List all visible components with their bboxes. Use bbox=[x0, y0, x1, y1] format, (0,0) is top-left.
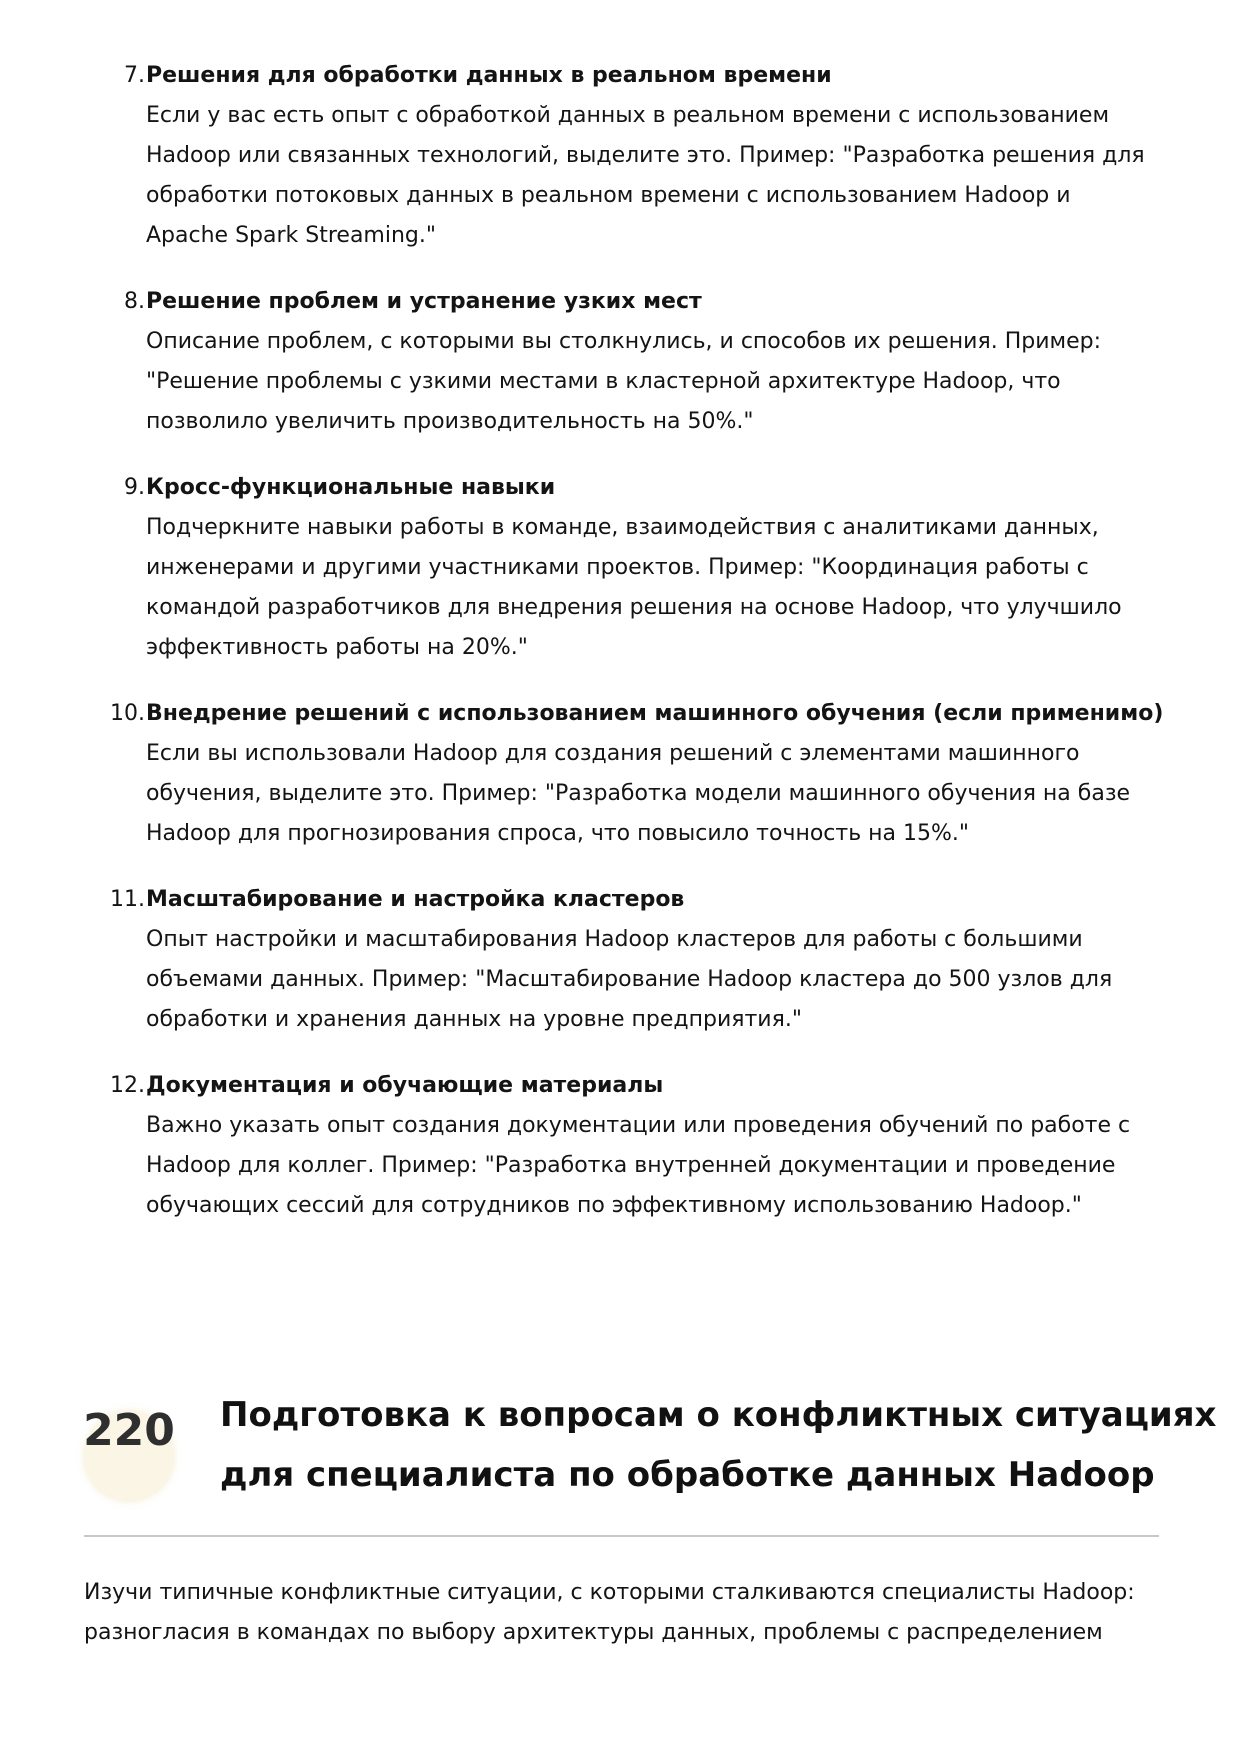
section-title-line: Подготовка к вопросам о конфликтных ситуациях bbox=[220, 1395, 1217, 1435]
list-item bbox=[0, 1066, 1239, 1226]
item-title: Внедрение решений с использованием машинного обучения (если применимо) bbox=[146, 701, 1164, 726]
section-title bbox=[220, 1385, 1217, 1505]
item-body-line: Важно указать опыт создания документации или проведения обучений по работе с bbox=[146, 1113, 1131, 1138]
item-body-line: Hadoop для коллег. Пример: "Разработка внутренней документации и проведение bbox=[146, 1153, 1116, 1178]
item-body-line: Если у вас есть опыт с обработкой данных в реальном времени с использованием bbox=[146, 103, 1110, 128]
list-item bbox=[0, 56, 1239, 256]
list-item bbox=[0, 468, 1239, 668]
item-body-line: Hadoop или связанных технологий, выделите это. Пример: "Разработка решения для bbox=[146, 143, 1145, 168]
item-number: 8. bbox=[124, 289, 145, 314]
item-body-line: позволило увеличить производительность на 50%." bbox=[146, 409, 754, 434]
section-heading bbox=[83, 1385, 1217, 1537]
tips-list bbox=[0, 56, 1239, 1252]
item-title: Решение проблем и устранение узких мест bbox=[146, 289, 702, 314]
item-body-line: эффективность работы на 20%." bbox=[146, 635, 528, 660]
section-intro-paragraph bbox=[84, 1573, 1164, 1653]
item-body-line: Если вы использовали Hadoop для создания решений с элементами машинного bbox=[146, 741, 1080, 766]
item-body-line: обучения, выделите это. Пример: "Разработка модели машинного обучения на базе bbox=[146, 781, 1131, 806]
list-item bbox=[0, 880, 1239, 1040]
item-body-line: командой разработчиков для внедрения решения на основе Hadoop, что улучшило bbox=[146, 595, 1122, 620]
item-number: 11. bbox=[110, 887, 145, 912]
item-title: Масштабирование и настройка кластеров bbox=[146, 887, 685, 912]
list-item bbox=[0, 282, 1239, 442]
item-number: 9. bbox=[124, 475, 145, 500]
item-body bbox=[146, 920, 1146, 1040]
intro-line: разногласия в командах по выбору архитектуры данных, проблемы с распределением bbox=[84, 1620, 1103, 1645]
item-body bbox=[146, 1106, 1146, 1226]
item-body-line: Apache Spark Streaming." bbox=[146, 223, 436, 248]
item-body-line: обработки и хранения данных на уровне предприятия." bbox=[146, 1007, 802, 1032]
item-title: Кросс-функциональные навыки bbox=[146, 475, 556, 500]
item-body-line: инженерами и другими участниками проектов. Пример: "Координация работы с bbox=[146, 555, 1089, 580]
item-body-line: обучающих сессий для сотрудников по эффективному использованию Hadoop." bbox=[146, 1193, 1082, 1218]
item-body-line: "Решение проблемы с узкими местами в кластерной архитектуре Hadoop, что bbox=[146, 369, 1061, 394]
list-item bbox=[0, 694, 1239, 854]
item-body-line: Описание проблем, с которыми вы столкнулись, и способов их решения. Пример: bbox=[146, 329, 1102, 354]
section-number: 220 bbox=[83, 1405, 175, 1456]
item-number: 7. bbox=[124, 63, 145, 88]
item-body-line: обработки потоковых данных в реальном времени с использованием Hadoop и bbox=[146, 183, 1071, 208]
item-number: 12. bbox=[110, 1073, 145, 1098]
item-body-line: Подчеркните навыки работы в команде, взаимодействия с аналитиками данных, bbox=[146, 515, 1099, 540]
item-body-line: Hadoop для прогнозирования спроса, что повысило точность на 15%." bbox=[146, 821, 970, 846]
item-body-line: Опыт настройки и масштабирования Hadoop кластеров для работы с большими bbox=[146, 927, 1083, 952]
item-body-line: объемами данных. Пример: "Масштабирование Hadoop кластера до 500 узлов для bbox=[146, 967, 1113, 992]
item-body bbox=[146, 96, 1146, 256]
item-body bbox=[146, 734, 1146, 854]
item-number: 10. bbox=[110, 701, 145, 726]
item-body bbox=[146, 322, 1146, 442]
item-body bbox=[146, 508, 1146, 668]
item-title: Документация и обучающие материалы bbox=[146, 1073, 664, 1098]
item-title: Решения для обработки данных в реальном времени bbox=[146, 63, 832, 88]
intro-line: Изучи типичные конфликтные ситуации, с которыми сталкиваются специалисты Hadoop: bbox=[84, 1580, 1135, 1605]
section-title-line: для специалиста по обработке данных Hadoop bbox=[220, 1455, 1155, 1495]
